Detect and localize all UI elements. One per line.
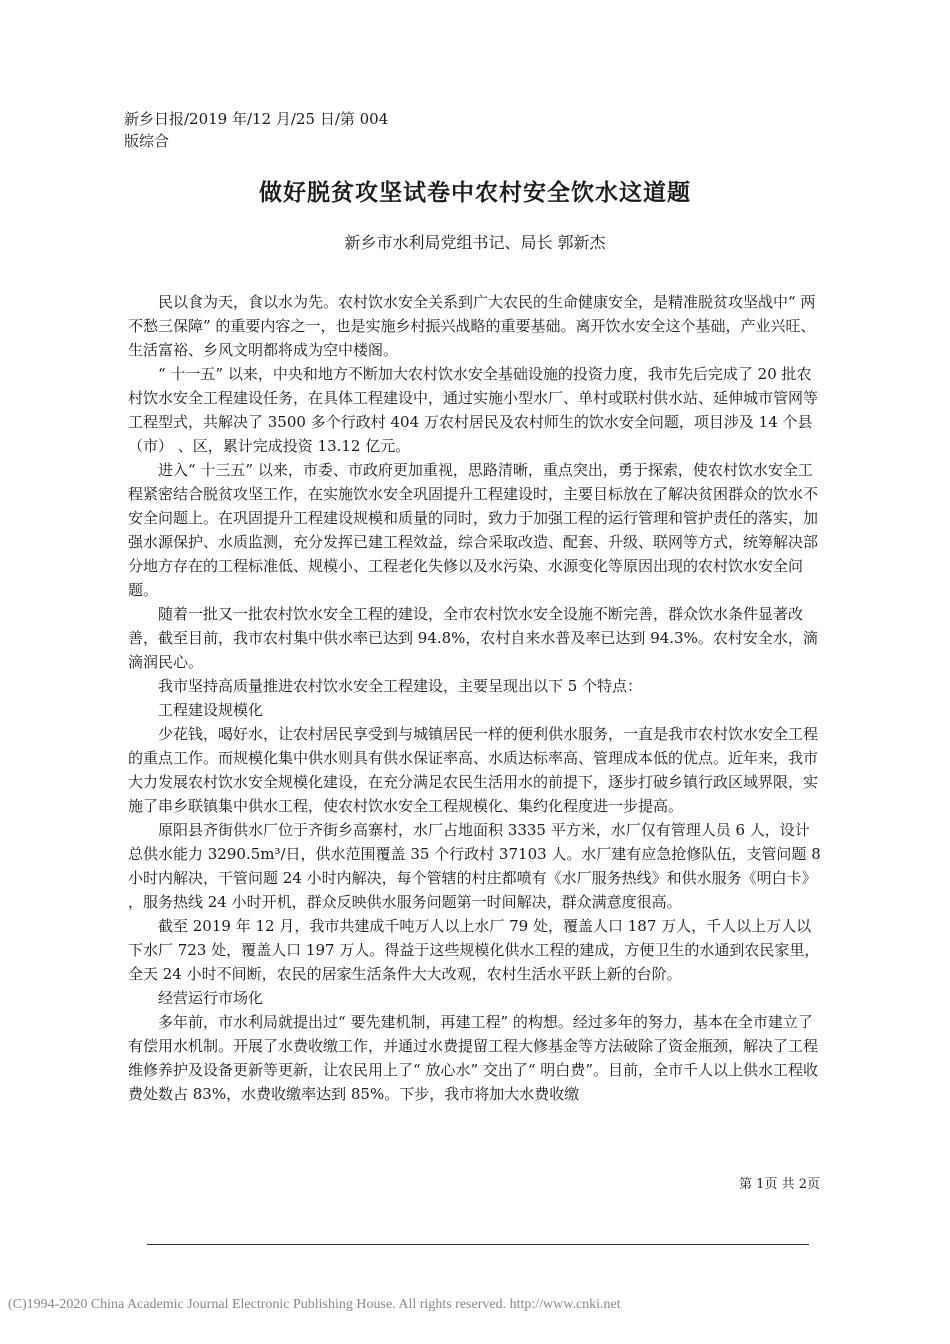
paragraph: 进入“ 十三五” 以来，市委、市政府更加重视，思路清晰，重点突出，勇于探索，使农村饮水安全工程紧密结合脱贫攻坚工作，在实施饮水安全巩固提升工程建设时，主要目标放在了解决贫困群众的饮水不安全问题上。在巩固提升工程建设规模和质量的同时，致力于加强工程的运行管理和管护责任的落实，加强水源保护、水质监测，充分发挥已建工程效益，综合采取改造、配套、升级、联网等方式，统筹解决部分地方存在的工程标准低、规模小、工程老化失修以及水污染、水源变化等原因出现的农村饮水安全问题。	[128, 461, 819, 599]
source-line-continued: 版综合	[124, 132, 170, 150]
paragraph: 截至 2019 年 12 月，我市共建成千吨万人以上水厂 79 处，覆盖人口 187 万人，千人以上万人以下水厂 723 处，覆盖人口 197 万人。得益于这些规模化供水工程的建成，方便卫生的水通到农民家里，全天 24 小时不间断，农民的居家生活条件大大改观，农村生活水平跃上新的台阶。	[128, 917, 820, 983]
article-body	[128, 290, 824, 1106]
paragraph: 少花钱，喝好水，让农村居民享受到与城镇居民一样的便利供水服务，一直是我市农村饮水安全工程的重点工作。而规模化集中供水则具有供水保证率高、水质达标率高、管理成本低的优点。近年来，我市大力发展农村饮水安全规模化建设，在充分满足农民生活用水的前提下，逐步打破乡镇行政区域界限，实施了串乡联镇集中供水工程，使农村饮水安全工程规模化、集约化程度进一步提高。	[128, 725, 819, 815]
page-number: 第 1页 共 2页	[739, 1177, 820, 1192]
paragraph: 民以食为天，食以水为先。农村饮水安全关系到广大农民的生命健康安全，是精准脱贫攻坚战中“ 两不愁三保障” 的重要内容之一，也是实施乡村振兴战略的重要基础。离开饮水安全这个基础，产业兴旺、生活富裕、乡风文明都将成为空中楼阁。	[128, 293, 816, 359]
paragraph: 多年前，市水利局就提出过“ 要先建机制，再建工程” 的构想。经过多年的努力，基本在全市建立了有偿用水机制。开展了水费收缴工作，并通过水费提留工程大修基金等方法破除了资金瓶颈，解决了工程维修养护及设备更新等更新，让农民用上了“ 放心水” 交出了“ 明白费”。目前，全市千人以上供水工程收费处数占 83%，水费收缴率达到 85%。下步，我市将加大水费收缴	[128, 1013, 819, 1103]
footer-divider	[147, 1244, 809, 1245]
author-byline: 新乡市水利局党组书记、局长 郭新杰	[344, 233, 606, 252]
paragraph: “ 十一五” 以来，中央和地方不断加大农村饮水安全基础设施的投资力度，我市先后完成了 20 批农村饮水安全工程建设任务，在具体工程建设中，通过实施小型水厂、单村或联村供水站、延伸城市管网等工程型式，共解决了 3500 多个行政村 404 万农村居民及农村师生的饮水安全问题，项目涉及 14 个县（市） 、区，累计完成投资 13.12 亿元。	[128, 365, 819, 455]
section-heading: 经营运行市场化	[158, 989, 264, 1007]
source-info	[124, 108, 424, 152]
source-line: 新乡日报/2019 年/12 月/25 日/第 004	[124, 110, 389, 128]
section-heading: 工程建设规模化	[158, 701, 264, 719]
paragraph: 随着一批又一批农村饮水安全工程的建设，全市农村饮水安全设施不断完善，群众饮水条件显著改善，截至目前，我市农村集中供水率已达到 94.8%，农村自来水普及率已达到 94.3%。农村安全水，滴滴润民心。	[128, 605, 818, 671]
paragraph: 原阳县齐街供水厂位于齐街乡高寨村，水厂占地面积 3335 平方米，水厂仅有管理人员 6 人，设计总供水能力 3290.5m³/日，供水范围覆盖 35 个行政村 37103 人。水厂建有应急抢修队伍，支管问题 8 小时内解决，干管问题 24 小时内解决，每个管辖的村庄都喷有《水厂服务热线》和供水服务《明白卡》 ，服务热线 24 小时开机，群众反映供水服务问题第一时间解决，群众满意度很高。	[128, 821, 821, 911]
article-title: 做好脱贫攻坚试卷中农村安全饮水这道题	[259, 180, 691, 206]
paragraph: 我市坚持高质量推进农村饮水安全工程建设，主要呈现出以下 5 个特点：	[158, 677, 643, 695]
copyright-footer: (C)1994-2020 China Academic Journal Electronic Publishing House. All rights reserved. http://www.cnki.net	[8, 1297, 621, 1312]
